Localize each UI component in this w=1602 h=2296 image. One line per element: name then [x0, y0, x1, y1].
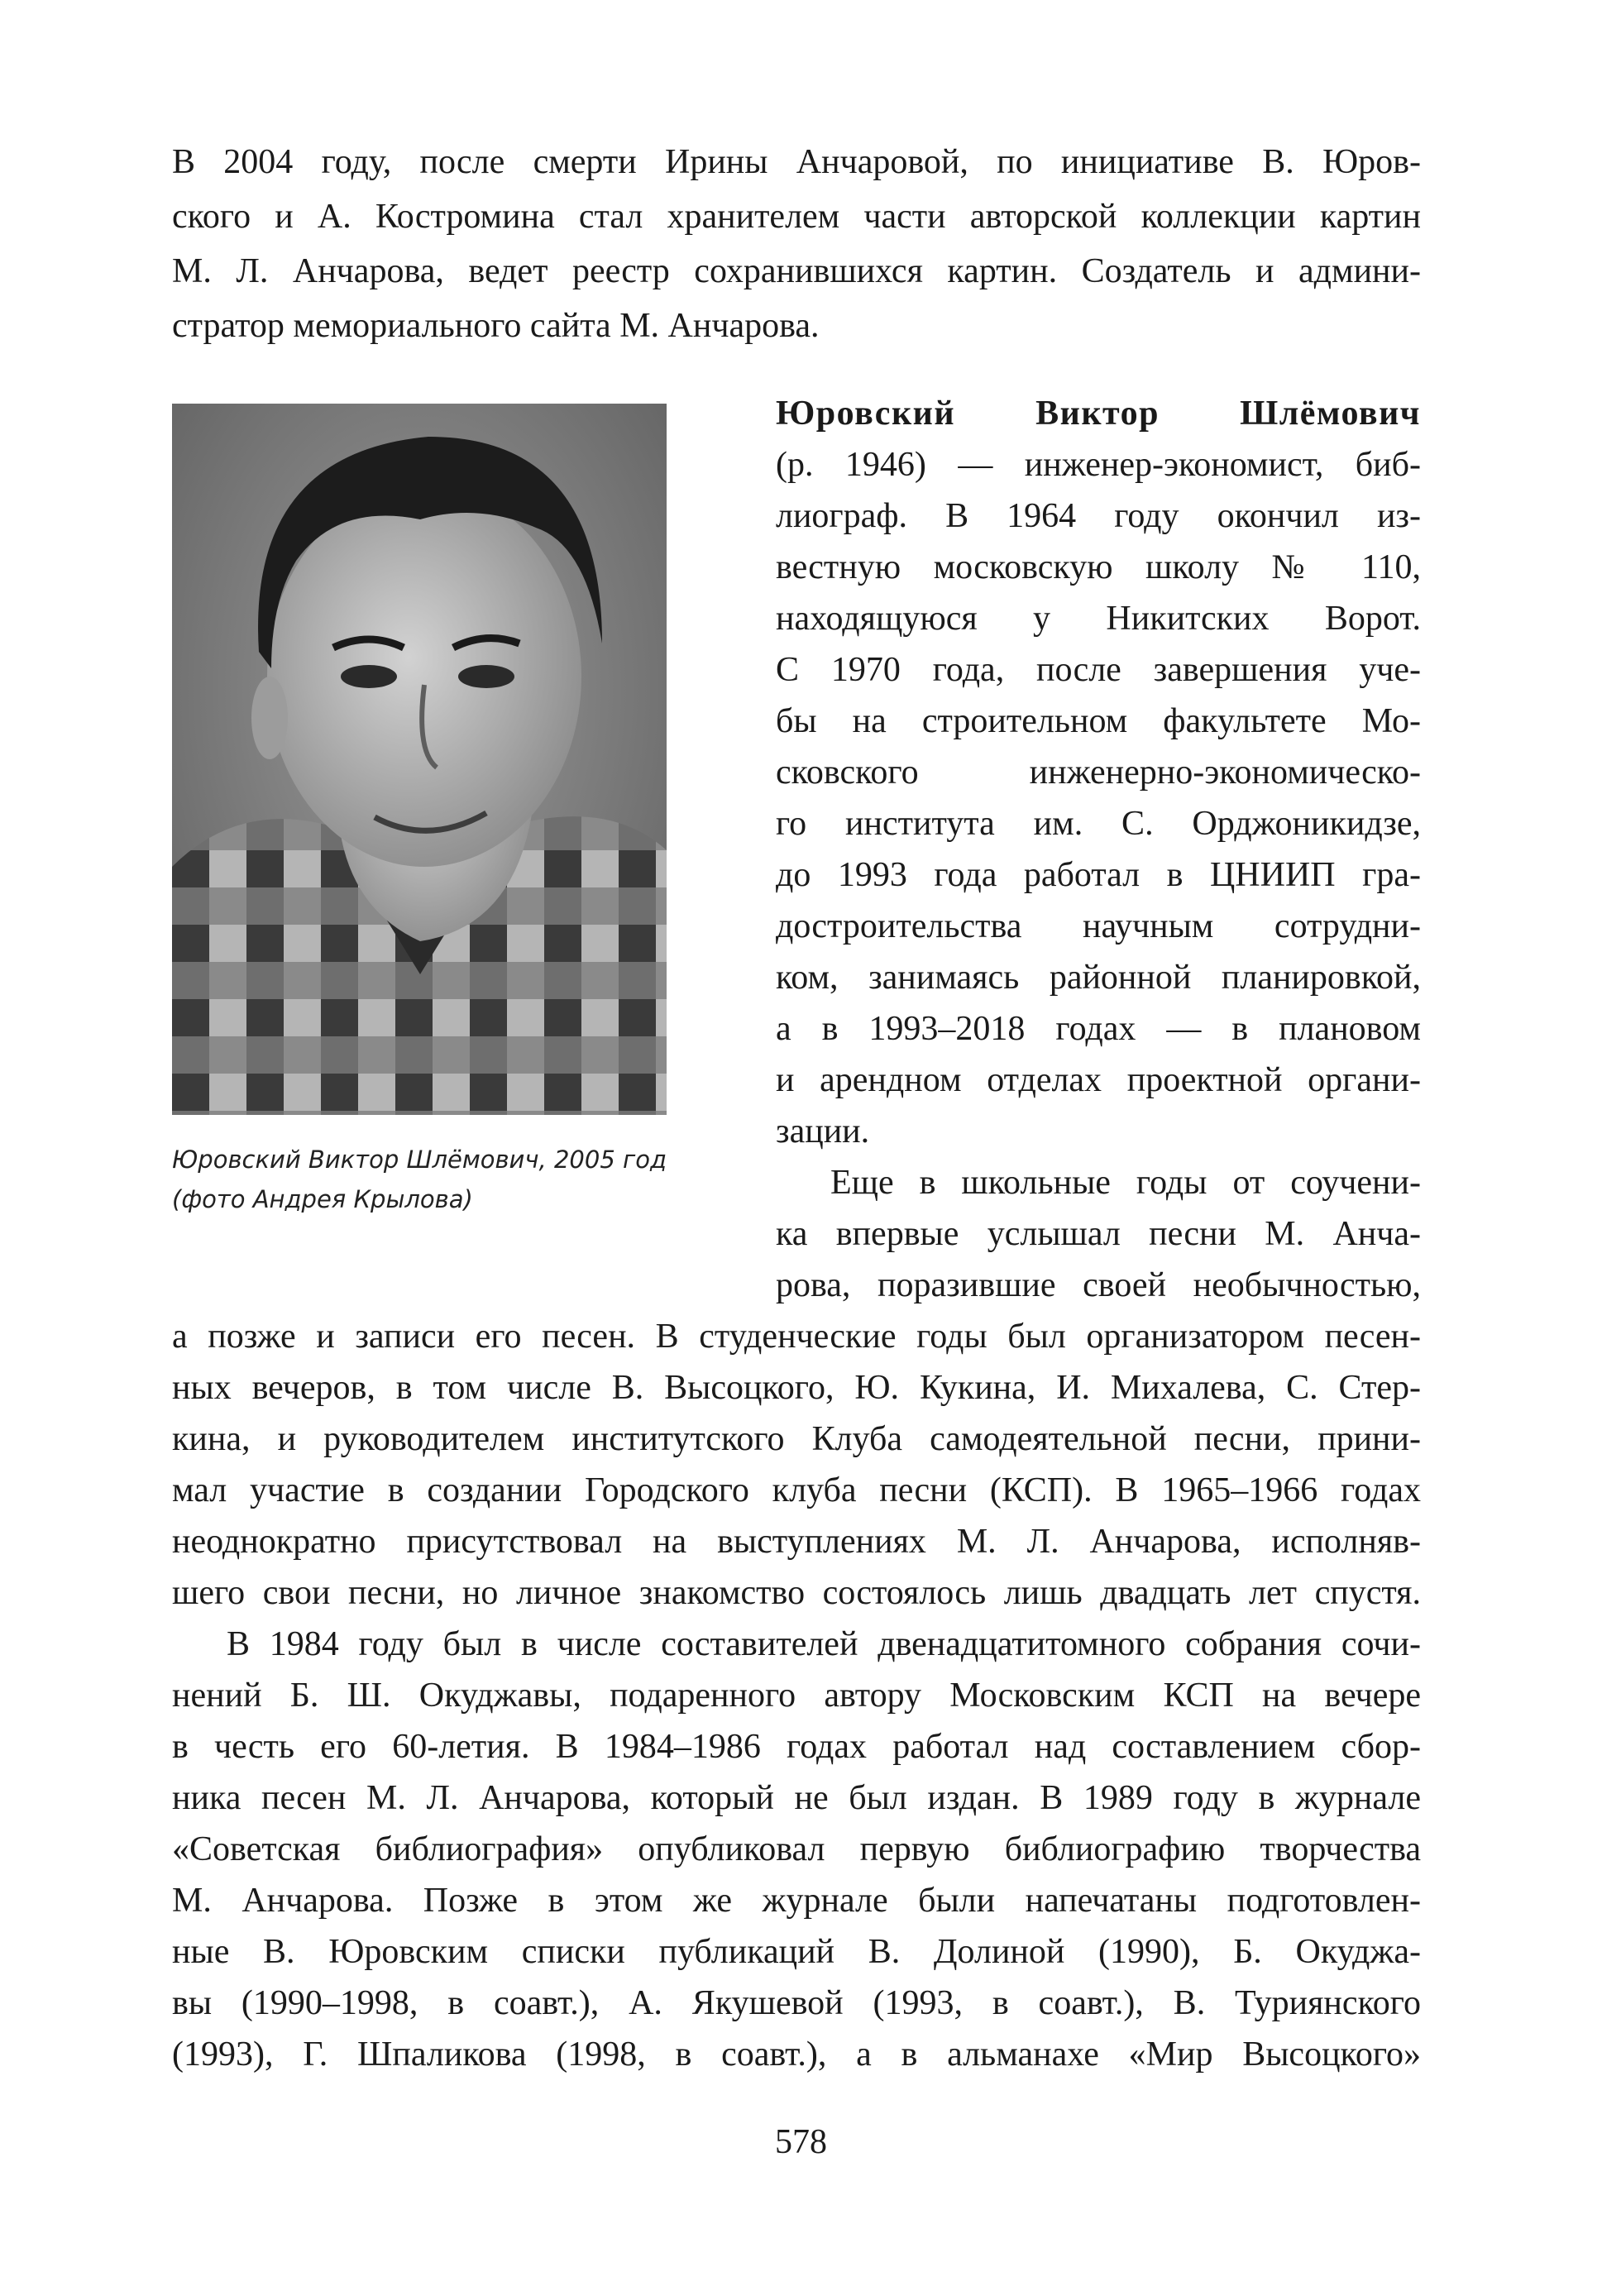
bio-line: М. Анчарова. Позже в этом же журнале были напечатаны подготовлен- [172, 1882, 1421, 1920]
page-number: 578 [775, 2123, 827, 2161]
bio-line: нений Б. Ш. Окуджавы, подаренного автору Московским КСП на вечере [172, 1677, 1421, 1715]
bio-line: до 1993 года работал в ЦНИИП гра- [776, 856, 1421, 894]
bio-line: В 1984 году был в числе составителей двенадцатитомного собрания сочи- [227, 1625, 1421, 1663]
bio-line: лиограф. В 1964 году окончил из- [776, 497, 1421, 535]
bio-line: ка впервые услышал песни М. Анча- [776, 1215, 1421, 1253]
bio-line: а в 1993–2018 годах — в плановом [776, 1010, 1421, 1048]
bio-line: сковского инженерно-экономическо- [776, 753, 1421, 792]
bio-line: (р. 1946) — инженер-экономист, биб- [776, 446, 1421, 484]
bio-line: кина, и руководителем институтского Клуба самодеятельной песни, прини- [172, 1420, 1421, 1458]
bio-line: зации. [776, 1112, 870, 1150]
intro-line: ского и А. Костромина стал хранителем части авторской коллекции картин [172, 198, 1421, 236]
bio-line: С 1970 года, после завершения уче- [776, 651, 1421, 689]
intro-line: В 2004 году, после смерти Ирины Анчаровой, по инициативе В. Юров- [172, 143, 1421, 181]
bio-line: вестную московскую школу № 110, [776, 548, 1421, 586]
bio-line: рова, поразившие своей необычностью, [776, 1266, 1421, 1304]
intro-line: М. Л. Анчарова, ведет реестр сохранившихся картин. Создатель и админи- [172, 252, 1421, 290]
photo-caption: (фото Андрея Крылова) [172, 1185, 473, 1213]
intro-line: стратор мемориального сайта М. Анчарова. [172, 307, 820, 345]
bio-line: неоднократно присутствовал на выступлениях М. Л. Анчарова, исполняв- [172, 1523, 1421, 1561]
bio-line: и арендном отделах проектной органи- [776, 1061, 1421, 1099]
bio-line: ных вечеров, в том числе В. Высоцкого, Ю. Кукина, И. Михалева, С. Стер- [172, 1369, 1421, 1407]
bio-line: ника песен М. Л. Анчарова, который не был издан. В 1989 году в журнале [172, 1779, 1421, 1817]
portrait-photo [172, 404, 667, 1115]
bio-line: бы на строительном факультете Мо- [776, 702, 1421, 740]
bio-line: а позже и записи его песен. В студенческие годы был организатором песен- [172, 1318, 1421, 1356]
bio-name-line [776, 389, 1421, 438]
bio-line: в честь его 60-летия. В 1984–1986 годах работал над составлением сбор- [172, 1728, 1421, 1766]
bio-line: (1993), Г. Шпаликова (1998, в соавт.), а в альманахе «Мир Высоцкого» [172, 2035, 1421, 2074]
bio-line: ные В. Юровским списки публикаций В. Долиной (1990), Б. Окуджа- [172, 1933, 1421, 1971]
bio-line: го института им. С. Орджоникидзе, [776, 805, 1421, 843]
bio-line: вы (1990–1998, в соавт.), А. Якушевой (1993, в соавт.), В. Туриянского [172, 1984, 1421, 2022]
bio-line: находящуюся у Никитских Ворот. [776, 600, 1421, 638]
bio-line: Еще в школьные годы от соучени- [830, 1164, 1421, 1202]
bio-line: ком, занимаясь районной планировкой, [776, 959, 1421, 997]
bio-line: «Советская библиография» опубликовал первую библиографию творчества [172, 1830, 1421, 1868]
bio-line: мал участие в создании Городского клуба песни (КСП). В 1965–1966 годах [172, 1471, 1421, 1509]
bio-line: достроительства научным сотрудни- [776, 907, 1421, 945]
bio-line: шего свои песни, но личное знакомство состоялось лишь двадцать лет спустя. [172, 1574, 1421, 1612]
person-name: Юровский Виктор Шлёмович [776, 395, 1421, 433]
photo-caption: Юровский Виктор Шлёмович, 2005 год [172, 1146, 667, 1174]
